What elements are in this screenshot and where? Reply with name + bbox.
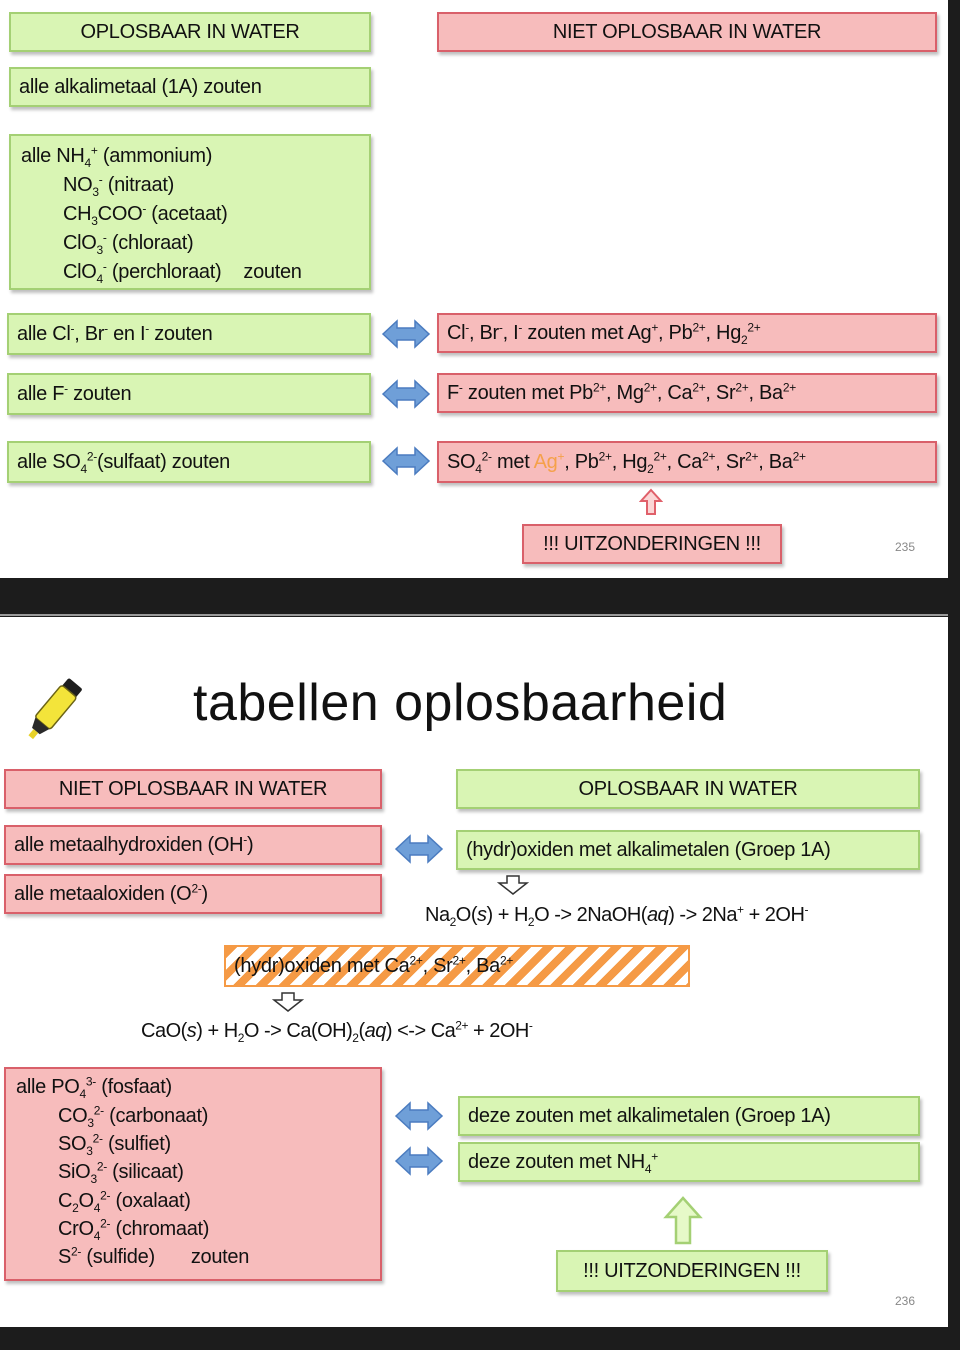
oxide-left-text: alle metaaloxiden $(O^{2-})$ xyxy=(14,880,208,905)
hydroxide-left-text: alle metaalhydroxiden (OH-) xyxy=(14,831,254,856)
oxalaat-line: $C_2O_4^{2-}$ (oxalaat) xyxy=(58,1188,191,1215)
header-insoluble: NIET OPLOSBAAR IN WATER xyxy=(4,769,382,809)
sulfate-right-text: $SO_4^{2-}$ met Ag+, $Pb^{2+}$, $Hg_2^{2+}$, $Ca^{2+}$, $Sr^{2+}$, $Ba^{2+}$ xyxy=(447,448,806,476)
header-soluble: OPLOSBAAR IN WATER xyxy=(456,769,920,809)
header-insoluble: NIET OPLOSBAAR IN WATER xyxy=(437,12,937,52)
calcium-oxide-equation: $CaO(s) + H_2O -> Ca(OH)_2(aq)$ <-> $Ca^{2+} + 2OH^-$ xyxy=(141,1018,533,1045)
salts-ammonium-box xyxy=(458,1142,920,1182)
halide-left-text: alle Cl-, Br- en I- zouten xyxy=(17,320,213,345)
insoluble-anions-box xyxy=(4,1067,382,1281)
ammonium-line: alle $NH_4^+$ (ammonium) xyxy=(21,143,213,170)
alkaline-earth-hydroxides-box xyxy=(224,945,690,987)
double-arrow-icon xyxy=(381,378,431,410)
chromaat-line: CrO$_4^{2-}$ (chromaat) xyxy=(58,1216,210,1243)
halide-right-text: Cl-, Br-, I- zouten met Ag+, $Pb^{2+}$, $Hg_2^{2+}$ xyxy=(447,319,761,347)
highlighter-marker-icon xyxy=(14,672,94,750)
sodium-oxide-equation: $Na_2O(s) + H_2O$ -> 2NaOH(aq) -> 2Na+ + 2OH- xyxy=(425,902,808,929)
salt-nh4-text: deze zouten met $NH_4^+$ xyxy=(468,1148,659,1176)
metal-oxides-box xyxy=(4,874,382,914)
perchloraat-line: ClO$_4$- (perchloraat) zouten xyxy=(63,259,302,286)
halide-salts-box xyxy=(7,313,371,355)
nitraat-line: $NO_3^-$ (nitraat) xyxy=(63,172,174,199)
fluoride-right-text: F- zouten met $Pb^{2+}$, $Mg^{2+}$, $Ca^{2+}$, $Sr^{2+}$, $Ba^{2+}$ xyxy=(447,379,796,404)
sulfate-left-text: alle $SO_4^{2-}(sulfaat)$ zouten xyxy=(17,448,231,476)
exceptions-label: !!! UITZONDERINGEN !!! xyxy=(522,524,782,564)
metal-hydroxides-box xyxy=(4,825,382,865)
fluoride-salts-box xyxy=(7,373,371,415)
chloraat-line: ClO$_3$- (chloraat) xyxy=(63,230,194,257)
ammonium-salts-box xyxy=(9,134,371,290)
double-arrow-icon xyxy=(381,445,431,477)
up-arrow-icon xyxy=(639,488,663,516)
slide-title: tabellen oplosbaarheid xyxy=(193,674,728,732)
fluoride-exceptions-box xyxy=(437,373,937,413)
page-number: 235 xyxy=(895,540,916,554)
double-arrow-icon xyxy=(393,1145,445,1177)
page-number: 236 xyxy=(895,1294,916,1308)
double-arrow-icon xyxy=(393,833,445,865)
fluoride-left-text: alle F- zouten xyxy=(17,380,132,405)
sulfate-exceptions-box xyxy=(437,441,937,483)
sulfate-salts-box xyxy=(7,441,371,483)
header-soluble: OPLOSBAAR IN WATER xyxy=(9,12,371,52)
slide-236 xyxy=(0,617,948,1327)
sulfiet-line: $SO_3^{2-}$ (sulfiet) xyxy=(58,1131,171,1158)
fosfaat-line: alle $PO_4^{3-}$ (fosfaat) xyxy=(16,1074,172,1101)
down-arrow-icon xyxy=(497,874,529,896)
hatched-text: (hydr)oxiden met $Ca^{2+}$, $Sr^{2+}$, $Ba^{2+}$ xyxy=(234,952,514,977)
up-arrow-icon xyxy=(663,1196,703,1246)
alkali-salts-box: alle alkalimetaal (1A) zouten xyxy=(9,67,371,107)
exceptions-label: !!! UITZONDERINGEN !!! xyxy=(556,1250,828,1292)
alkali-hydroxides-box: (hydr)oxiden met alkalimetalen (Groep 1A) xyxy=(456,830,920,870)
carbonaat-line: $CO_3^{2-}$ (carbonaat) xyxy=(58,1103,209,1130)
double-arrow-icon xyxy=(381,318,431,350)
slide-divider xyxy=(0,614,948,616)
silver-ion-highlight: Ag+ xyxy=(533,448,565,473)
silicaat-line: SiO$_3^{2-}$ (silicaat) xyxy=(58,1159,184,1186)
sulfide-line: $S^{2-}$ (sulfide) zouten xyxy=(58,1244,250,1268)
slide-235 xyxy=(0,0,948,578)
salts-alkali-box: deze zouten met alkalimetalen (Groep 1A) xyxy=(458,1096,920,1136)
acetaat-line: $CH_3COO^-$ (acetaat) xyxy=(63,201,228,228)
down-arrow-icon xyxy=(272,991,304,1013)
halide-exceptions-box xyxy=(437,313,937,353)
double-arrow-icon xyxy=(393,1100,445,1132)
